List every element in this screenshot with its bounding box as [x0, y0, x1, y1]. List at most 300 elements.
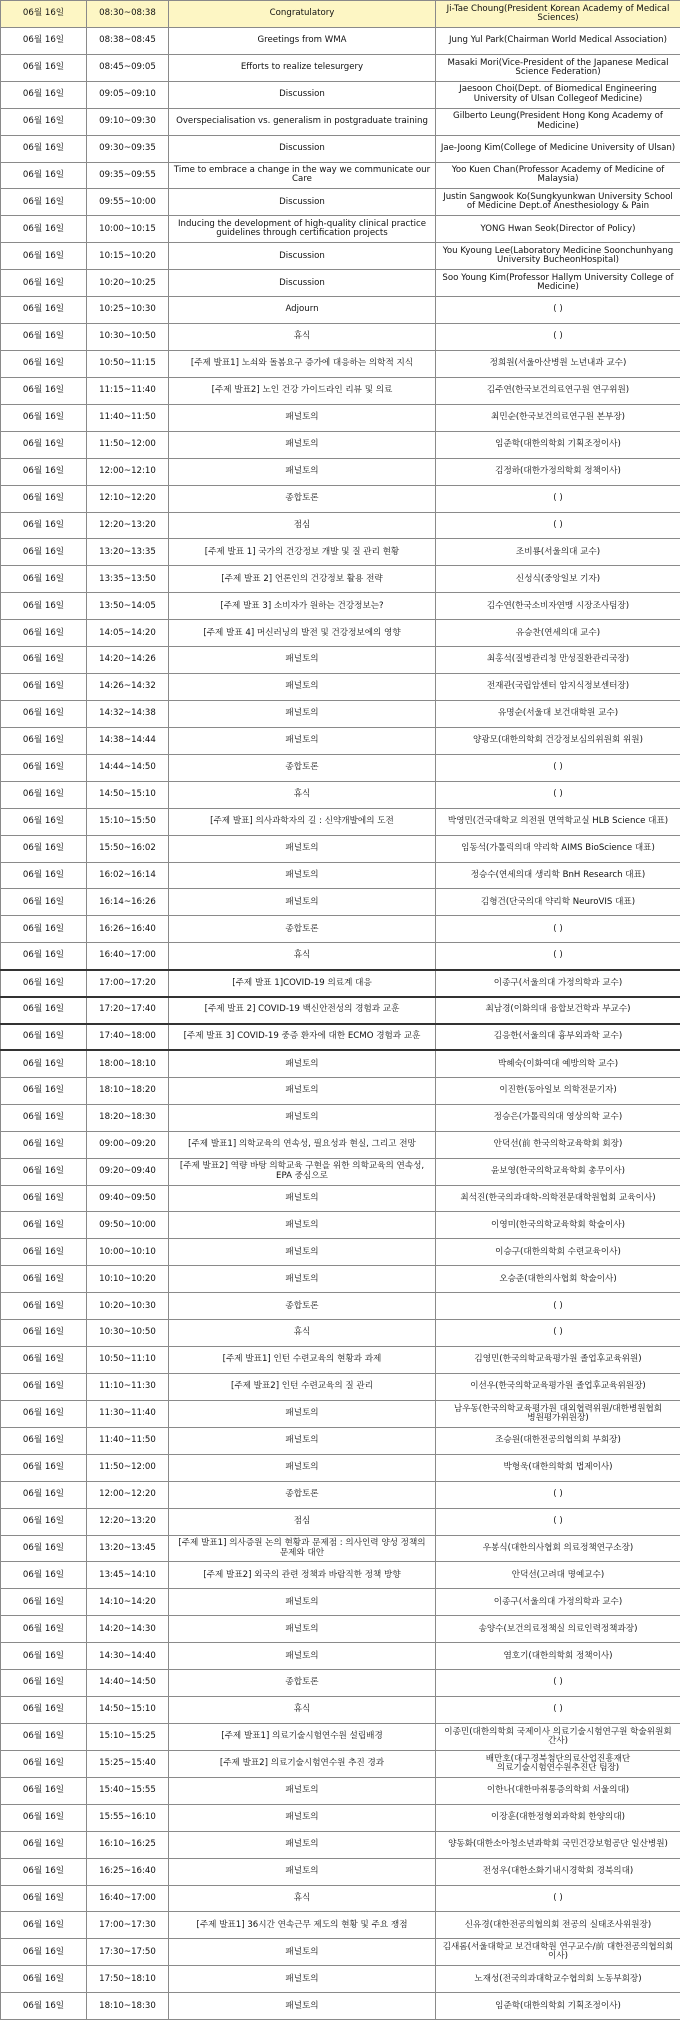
topic-cell: 패널토의 — [169, 1050, 436, 1077]
date-cell: 06월 16일 — [1, 1939, 87, 1966]
speaker-cell: 김형건(단국의대 약리학 NeuroVIS 대표) — [436, 889, 680, 916]
date-cell: 06월 16일 — [1, 512, 87, 539]
date-cell: 06월 16일 — [1, 620, 87, 647]
table-row — [1, 862, 680, 889]
table-row — [1, 1427, 680, 1454]
speaker-cell: ( ) — [436, 297, 680, 324]
time-cell: 09:35~09:55 — [87, 162, 169, 189]
time-cell: 15:40~15:55 — [87, 1777, 169, 1804]
speaker-cell: 이장훈(대한정형외과학회 한양의대) — [436, 1804, 680, 1831]
speaker-cell: 전재관(국립암센터 암지식정보센터장) — [436, 674, 680, 701]
table-row — [1, 1939, 680, 1966]
time-cell: 16:02~16:14 — [87, 862, 169, 889]
speaker-cell: 신성식(중앙일보 기자) — [436, 566, 680, 593]
date-cell: 06월 16일 — [1, 81, 87, 108]
date-cell: 06월 16일 — [1, 1616, 87, 1643]
time-cell: 14:30~14:40 — [87, 1643, 169, 1670]
time-cell: 10:30~10:50 — [87, 1320, 169, 1347]
speaker-cell: 김응한(서울의대 흉부외과학 교수) — [436, 1024, 680, 1051]
speaker-cell: 최남경(이화의대 융합보건학과 부교수) — [436, 997, 680, 1024]
topic-cell: 패널토의 — [169, 458, 436, 485]
speaker-cell: 임준학(대한의학회 기획조정이사) — [436, 1993, 680, 2020]
table-row — [1, 1212, 680, 1239]
speaker-cell: 김수연(한국소비자연맹 시장조사팀장) — [436, 593, 680, 620]
date-cell: 06월 16일 — [1, 1347, 87, 1374]
time-cell: 10:50~11:10 — [87, 1347, 169, 1374]
date-cell: 06월 16일 — [1, 350, 87, 377]
time-cell: 18:00~18:10 — [87, 1050, 169, 1077]
table-row — [1, 1777, 680, 1804]
time-cell: 11:50~12:00 — [87, 1454, 169, 1481]
topic-cell: [주제 발표 3] COVID-19 중증 환자에 대한 ECMO 경험과 교훈 — [169, 1024, 436, 1051]
speaker-cell: 송양수(보건의료정책실 의료인력정책과장) — [436, 1616, 680, 1643]
time-cell: 15:25~15:40 — [87, 1750, 169, 1777]
date-cell: 06월 16일 — [1, 1481, 87, 1508]
time-cell: 14:26~14:32 — [87, 674, 169, 701]
time-cell: 18:10~18:30 — [87, 1993, 169, 2020]
time-cell: 13:20~13:45 — [87, 1535, 169, 1562]
speaker-cell: 임준학(대한의학회 기획조정이사) — [436, 431, 680, 458]
time-cell: 15:10~15:25 — [87, 1724, 169, 1751]
speaker-cell: ( ) — [436, 1670, 680, 1697]
topic-cell: [주제 발표 1] 국가의 건강정보 개발 및 질 관리 현황 — [169, 539, 436, 566]
speaker-cell: ( ) — [436, 1697, 680, 1724]
table-row — [1, 727, 680, 754]
date-cell: 06월 16일 — [1, 485, 87, 512]
topic-cell: Discussion — [169, 270, 436, 297]
time-cell: 17:00~17:30 — [87, 1912, 169, 1939]
topic-cell: 휴식 — [169, 1885, 436, 1912]
table-row — [1, 1724, 680, 1751]
time-cell: 15:50~16:02 — [87, 835, 169, 862]
table-row — [1, 1804, 680, 1831]
topic-cell: 종합토론 — [169, 1670, 436, 1697]
topic-cell: [주제 발표1] 노쇠와 돌봄요구 증가에 대응하는 의학적 지식 — [169, 350, 436, 377]
speaker-cell: 최민순(한국보건의료연구원 본부장) — [436, 404, 680, 431]
table-row — [1, 1508, 680, 1535]
date-cell: 06월 16일 — [1, 1777, 87, 1804]
date-cell: 06월 16일 — [1, 1131, 87, 1158]
time-cell: 15:55~16:10 — [87, 1804, 169, 1831]
topic-cell: [주제 발표 3] 소비자가 원하는 건강정보는? — [169, 593, 436, 620]
date-cell: 06월 16일 — [1, 1050, 87, 1077]
topic-cell: 휴식 — [169, 943, 436, 970]
date-cell: 06월 16일 — [1, 1024, 87, 1051]
table-row — [1, 1131, 680, 1158]
table-row — [1, 108, 680, 135]
topic-cell: 종합토론 — [169, 1293, 436, 1320]
date-cell: 06월 16일 — [1, 593, 87, 620]
speaker-cell: Jaesoon Choi(Dept. of Biomedical Engineering University of Ulsan Collegeof Medicine) — [436, 81, 680, 108]
time-cell: 18:20~18:30 — [87, 1104, 169, 1131]
time-cell: 09:05~09:10 — [87, 81, 169, 108]
date-cell: 06월 16일 — [1, 1670, 87, 1697]
table-row — [1, 889, 680, 916]
time-cell: 09:55~10:00 — [87, 189, 169, 216]
topic-cell: 패널토의 — [169, 1643, 436, 1670]
topic-cell: 패널토의 — [169, 1077, 436, 1104]
table-row — [1, 1750, 680, 1777]
table-row — [1, 1, 680, 28]
time-cell: 14:05~14:20 — [87, 620, 169, 647]
date-cell: 06월 16일 — [1, 970, 87, 997]
table-row — [1, 485, 680, 512]
time-cell: 11:40~11:50 — [87, 404, 169, 431]
topic-cell: Discussion — [169, 243, 436, 270]
speaker-cell: 최홍석(질병관리청 만성질환관리국장) — [436, 647, 680, 674]
speaker-cell: 윤보영(한국의학교육학회 총무이사) — [436, 1158, 680, 1185]
speaker-cell: 신유경(대한전공의협의회 전공의 실태조사위원장) — [436, 1912, 680, 1939]
topic-cell: 패널토의 — [169, 1804, 436, 1831]
date-cell: 06월 16일 — [1, 1562, 87, 1589]
time-cell: 14:50~15:10 — [87, 781, 169, 808]
table-row — [1, 566, 680, 593]
topic-cell: [주제 발표2] 외국의 관련 정책과 바람직한 정책 방향 — [169, 1562, 436, 1589]
date-cell: 06월 16일 — [1, 27, 87, 54]
speaker-cell: 이승구(대한의학회 수련교육이사) — [436, 1239, 680, 1266]
date-cell: 06월 16일 — [1, 189, 87, 216]
date-cell: 06월 16일 — [1, 1831, 87, 1858]
topic-cell: Overspecialisation vs. generalism in postgraduate training — [169, 108, 436, 135]
table-row — [1, 512, 680, 539]
date-cell: 06월 16일 — [1, 1104, 87, 1131]
table-row — [1, 620, 680, 647]
date-cell: 06월 16일 — [1, 862, 87, 889]
date-cell: 06월 16일 — [1, 1966, 87, 1993]
table-row — [1, 324, 680, 351]
table-row — [1, 270, 680, 297]
speaker-cell: You Kyoung Lee(Laboratory Medicine Soonchunhyang University BucheonHospital) — [436, 243, 680, 270]
time-cell: 14:20~14:30 — [87, 1616, 169, 1643]
topic-cell: 패널토의 — [169, 862, 436, 889]
time-cell: 13:50~14:05 — [87, 593, 169, 620]
date-cell: 06월 16일 — [1, 297, 87, 324]
time-cell: 09:00~09:20 — [87, 1131, 169, 1158]
speaker-cell: ( ) — [436, 512, 680, 539]
speaker-cell: 박형욱(대한의학회 법제이사) — [436, 1454, 680, 1481]
table-row — [1, 404, 680, 431]
time-cell: 10:25~10:30 — [87, 297, 169, 324]
table-row — [1, 1077, 680, 1104]
table-row — [1, 1885, 680, 1912]
time-cell: 17:40~18:00 — [87, 1024, 169, 1051]
speaker-cell: ( ) — [436, 1885, 680, 1912]
speaker-cell: ( ) — [436, 1481, 680, 1508]
time-cell: 09:50~10:00 — [87, 1212, 169, 1239]
date-cell: 06월 16일 — [1, 162, 87, 189]
table-row — [1, 1697, 680, 1724]
topic-cell: [주제 발표1] 인턴 수련교육의 현황과 과제 — [169, 1347, 436, 1374]
date-cell: 06월 16일 — [1, 1, 87, 28]
speaker-cell: ( ) — [436, 1320, 680, 1347]
date-cell: 06월 16일 — [1, 1400, 87, 1427]
table-row — [1, 431, 680, 458]
table-row — [1, 1589, 680, 1616]
time-cell: 11:40~11:50 — [87, 1427, 169, 1454]
topic-cell: [주제 발표2] 역량 바탕 의학교육 구현을 위한 의학교육의 연속성, EPA 중심으로 — [169, 1158, 436, 1185]
time-cell: 13:20~13:35 — [87, 539, 169, 566]
time-cell: 10:00~10:10 — [87, 1239, 169, 1266]
speaker-cell: ( ) — [436, 1508, 680, 1535]
topic-cell: 패널토의 — [169, 404, 436, 431]
speaker-cell: 정승수(연세의대 생리학 BnH Research 대표) — [436, 862, 680, 889]
topic-cell: 종합토론 — [169, 1481, 436, 1508]
table-row — [1, 539, 680, 566]
time-cell: 15:10~15:50 — [87, 808, 169, 835]
table-row — [1, 1347, 680, 1374]
date-cell: 06월 16일 — [1, 270, 87, 297]
time-cell: 12:10~12:20 — [87, 485, 169, 512]
time-cell: 17:30~17:50 — [87, 1939, 169, 1966]
speaker-cell: 양광모(대한의학회 건강정보심의위원회 위원) — [436, 727, 680, 754]
speaker-cell: 조승원(대한전공의협의회 부회장) — [436, 1427, 680, 1454]
table-row — [1, 243, 680, 270]
time-cell: 09:20~09:40 — [87, 1158, 169, 1185]
time-cell: 08:30~08:38 — [87, 1, 169, 28]
date-cell: 06월 16일 — [1, 1077, 87, 1104]
topic-cell: 패널토의 — [169, 431, 436, 458]
table-row — [1, 189, 680, 216]
speaker-cell: 김새롬(서울대학교 보건대학원 연구교수/前 대한전공의협의회 이사) — [436, 1939, 680, 1966]
topic-cell: 패널토의 — [169, 647, 436, 674]
speaker-cell: 이종구(서울의대 가정의학과 교수) — [436, 1589, 680, 1616]
table-row — [1, 1239, 680, 1266]
date-cell: 06월 16일 — [1, 458, 87, 485]
date-cell: 06월 16일 — [1, 1266, 87, 1293]
date-cell: 06월 16일 — [1, 943, 87, 970]
table-row — [1, 162, 680, 189]
date-cell: 06월 16일 — [1, 889, 87, 916]
topic-cell: 패널토의 — [169, 674, 436, 701]
time-cell: 10:20~10:25 — [87, 270, 169, 297]
table-row — [1, 647, 680, 674]
speaker-cell: 이한나(대한마취통증의학회 서울의대) — [436, 1777, 680, 1804]
speaker-cell: ( ) — [436, 324, 680, 351]
time-cell: 14:20~14:26 — [87, 647, 169, 674]
table-row — [1, 54, 680, 81]
topic-cell: [주제 발표 1]COVID-19 의료계 대응 — [169, 970, 436, 997]
table-row — [1, 377, 680, 404]
topic-cell: Discussion — [169, 81, 436, 108]
speaker-cell: ( ) — [436, 781, 680, 808]
date-cell: 06월 16일 — [1, 1293, 87, 1320]
speaker-cell: 우봉식(대한의사협회 의료정책연구소장) — [436, 1535, 680, 1562]
topic-cell: 패널토의 — [169, 1266, 436, 1293]
time-cell: 16:25~16:40 — [87, 1858, 169, 1885]
date-cell: 06월 16일 — [1, 566, 87, 593]
date-cell: 06월 16일 — [1, 1993, 87, 2020]
topic-cell: [주제 발표2] 노인 건강 가이드라인 리뷰 및 의료 — [169, 377, 436, 404]
topic-cell: [주제 발표1] 의학교육의 연속성, 필요성과 현실, 그리고 전망 — [169, 1131, 436, 1158]
topic-cell: Discussion — [169, 135, 436, 162]
speaker-cell: ( ) — [436, 943, 680, 970]
speaker-cell: 정승은(가톨릭의대 영상의학 교수) — [436, 1104, 680, 1131]
topic-cell: 점심 — [169, 1508, 436, 1535]
topic-cell: 종합토론 — [169, 485, 436, 512]
topic-cell: 패널토의 — [169, 1185, 436, 1212]
topic-cell: 패널토의 — [169, 1400, 436, 1427]
time-cell: 12:20~13:20 — [87, 1508, 169, 1535]
speaker-cell: 전성우(대한소화기내시경학회 경북의대) — [436, 1858, 680, 1885]
time-cell: 12:20~13:20 — [87, 512, 169, 539]
date-cell: 06월 16일 — [1, 1804, 87, 1831]
speaker-cell: 김영민(한국의학교육평가원 졸업후교육위원) — [436, 1347, 680, 1374]
speaker-cell: Yoo Kuen Chan(Professor Academy of Medicine of Malaysia) — [436, 162, 680, 189]
time-cell: 14:38~14:44 — [87, 727, 169, 754]
date-cell: 06월 16일 — [1, 135, 87, 162]
speaker-cell: 조비룡(서울의대 교수) — [436, 539, 680, 566]
date-cell: 06월 16일 — [1, 1643, 87, 1670]
speaker-cell: ( ) — [436, 916, 680, 943]
speaker-cell: Justin Sangwook Ko(Sungkyunkwan University School of Medicine Dept.of Anesthesiology & Pain — [436, 189, 680, 216]
speaker-cell: 안덕선(고려대 명예교수) — [436, 1562, 680, 1589]
speaker-cell: 노재성(전국의과대학교수협의회 노동부회장) — [436, 1966, 680, 1993]
speaker-cell: Ji-Tae Choung(President Korean Academy of Medical Sciences) — [436, 1, 680, 28]
time-cell: 09:40~09:50 — [87, 1185, 169, 1212]
speaker-cell: 임동석(가톨릭의대 약리학 AIMS BioScience 대표) — [436, 835, 680, 862]
time-cell: 09:10~09:30 — [87, 108, 169, 135]
speaker-cell: YONG Hwan Seok(Director of Policy) — [436, 216, 680, 243]
time-cell: 11:50~12:00 — [87, 431, 169, 458]
date-cell: 06월 16일 — [1, 54, 87, 81]
date-cell: 06월 16일 — [1, 108, 87, 135]
time-cell: 14:40~14:50 — [87, 1670, 169, 1697]
table-row — [1, 1158, 680, 1185]
table-row — [1, 1104, 680, 1131]
speaker-cell: ( ) — [436, 1293, 680, 1320]
time-cell: 14:50~15:10 — [87, 1697, 169, 1724]
time-cell: 14:10~14:20 — [87, 1589, 169, 1616]
date-cell: 06월 16일 — [1, 243, 87, 270]
time-cell: 11:30~11:40 — [87, 1400, 169, 1427]
time-cell: 16:40~17:00 — [87, 1885, 169, 1912]
table-row — [1, 1643, 680, 1670]
table-row — [1, 1831, 680, 1858]
time-cell: 13:45~14:10 — [87, 1562, 169, 1589]
time-cell: 10:15~10:20 — [87, 243, 169, 270]
date-cell: 06월 16일 — [1, 1589, 87, 1616]
schedule-rows — [1, 1, 680, 2020]
date-cell: 06월 16일 — [1, 404, 87, 431]
speaker-cell: 염호기(대한의학회 정책이사) — [436, 1643, 680, 1670]
topic-cell: [주제 발표1] 36시간 연속근무 제도의 현황 및 주요 쟁점 — [169, 1912, 436, 1939]
topic-cell: 패널토의 — [169, 1212, 436, 1239]
topic-cell: 패널토의 — [169, 1777, 436, 1804]
table-row — [1, 1966, 680, 1993]
topic-cell: Adjourn — [169, 297, 436, 324]
speaker-cell: Masaki Mori(Vice-President of the Japanese Medical Science Federation) — [436, 54, 680, 81]
date-cell: 06월 16일 — [1, 324, 87, 351]
table-row — [1, 754, 680, 781]
speaker-cell: 배만호(대구경북첨단의료산업진흥재단 의료기술시험연수원추진단 팀장) — [436, 1750, 680, 1777]
topic-cell: 휴식 — [169, 1320, 436, 1347]
table-row — [1, 808, 680, 835]
time-cell: 10:50~11:15 — [87, 350, 169, 377]
topic-cell: 패널토의 — [169, 1939, 436, 1966]
date-cell: 06월 16일 — [1, 835, 87, 862]
time-cell: 16:26~16:40 — [87, 916, 169, 943]
table-row — [1, 1912, 680, 1939]
table-row — [1, 1266, 680, 1293]
time-cell: 16:14~16:26 — [87, 889, 169, 916]
topic-cell: 휴식 — [169, 1697, 436, 1724]
date-cell: 06월 16일 — [1, 781, 87, 808]
topic-cell: 점심 — [169, 512, 436, 539]
speaker-cell: 이선우(한국의학교육평가원 졸업후교육위원장) — [436, 1374, 680, 1401]
topic-cell: [주제 발표2] 의료기술시험연수원 추진 경과 — [169, 1750, 436, 1777]
speaker-cell: Gilberto Leung(President Hong Kong Academy of Medicine) — [436, 108, 680, 135]
time-cell: 17:00~17:20 — [87, 970, 169, 997]
date-cell: 06월 16일 — [1, 431, 87, 458]
topic-cell: 패널토의 — [169, 1239, 436, 1266]
date-cell: 06월 16일 — [1, 1750, 87, 1777]
time-cell: 08:45~09:05 — [87, 54, 169, 81]
date-cell: 06월 16일 — [1, 377, 87, 404]
table-row — [1, 916, 680, 943]
time-cell: 10:00~10:15 — [87, 216, 169, 243]
topic-cell: 패널토의 — [169, 1858, 436, 1885]
speaker-cell: 김주연(한국보건의료연구원 연구위원) — [436, 377, 680, 404]
date-cell: 06월 16일 — [1, 700, 87, 727]
topic-cell: Greetings from WMA — [169, 27, 436, 54]
table-row — [1, 1993, 680, 2020]
speaker-cell: 안덕선(前 한국의학교육학회 회장) — [436, 1131, 680, 1158]
topic-cell: [주제 발표] 의사과학자의 길 : 신약개발에의 도전 — [169, 808, 436, 835]
date-cell: 06월 16일 — [1, 1320, 87, 1347]
table-row — [1, 1670, 680, 1697]
time-cell: 10:20~10:30 — [87, 1293, 169, 1320]
date-cell: 06월 16일 — [1, 916, 87, 943]
topic-cell: 패널토의 — [169, 727, 436, 754]
speaker-cell: 정희원(서울아산병원 노년내과 교수) — [436, 350, 680, 377]
time-cell: 14:32~14:38 — [87, 700, 169, 727]
date-cell: 06월 16일 — [1, 1374, 87, 1401]
date-cell: 06월 16일 — [1, 1885, 87, 1912]
date-cell: 06월 16일 — [1, 1158, 87, 1185]
topic-cell: 패널토의 — [169, 1616, 436, 1643]
time-cell: 12:00~12:10 — [87, 458, 169, 485]
table-row — [1, 1320, 680, 1347]
speaker-cell: Jae-Joong Kim(College of Medicine University of Ulsan) — [436, 135, 680, 162]
speaker-cell: 김정하(대한가정의학회 정책이사) — [436, 458, 680, 485]
time-cell: 10:30~10:50 — [87, 324, 169, 351]
speaker-cell: 남우동(한국의학교육평가원 대외협력위원/대한병원협회 병원평가위원장) — [436, 1400, 680, 1427]
time-cell: 12:00~12:20 — [87, 1481, 169, 1508]
topic-cell: 휴식 — [169, 324, 436, 351]
table-row — [1, 216, 680, 243]
table-row — [1, 674, 680, 701]
date-cell: 06월 16일 — [1, 1239, 87, 1266]
date-cell: 06월 16일 — [1, 754, 87, 781]
table-row — [1, 1374, 680, 1401]
speaker-cell: 유명순(서울대 보건대학원 교수) — [436, 700, 680, 727]
speaker-cell: ( ) — [436, 485, 680, 512]
topic-cell: 패널토의 — [169, 1589, 436, 1616]
table-row — [1, 350, 680, 377]
time-cell: 16:10~16:25 — [87, 1831, 169, 1858]
time-cell: 13:35~13:50 — [87, 566, 169, 593]
topic-cell: 패널토의 — [169, 889, 436, 916]
time-cell: 11:10~11:30 — [87, 1374, 169, 1401]
topic-cell: 패널토의 — [169, 1427, 436, 1454]
table-row — [1, 135, 680, 162]
date-cell: 06월 16일 — [1, 1697, 87, 1724]
date-cell: 06월 16일 — [1, 1858, 87, 1885]
topic-cell: 패널토의 — [169, 1454, 436, 1481]
topic-cell: 패널토의 — [169, 835, 436, 862]
speaker-cell: 최석진(한국의과대학-의학전문대학원협회 교육이사) — [436, 1185, 680, 1212]
date-cell: 06월 16일 — [1, 1212, 87, 1239]
